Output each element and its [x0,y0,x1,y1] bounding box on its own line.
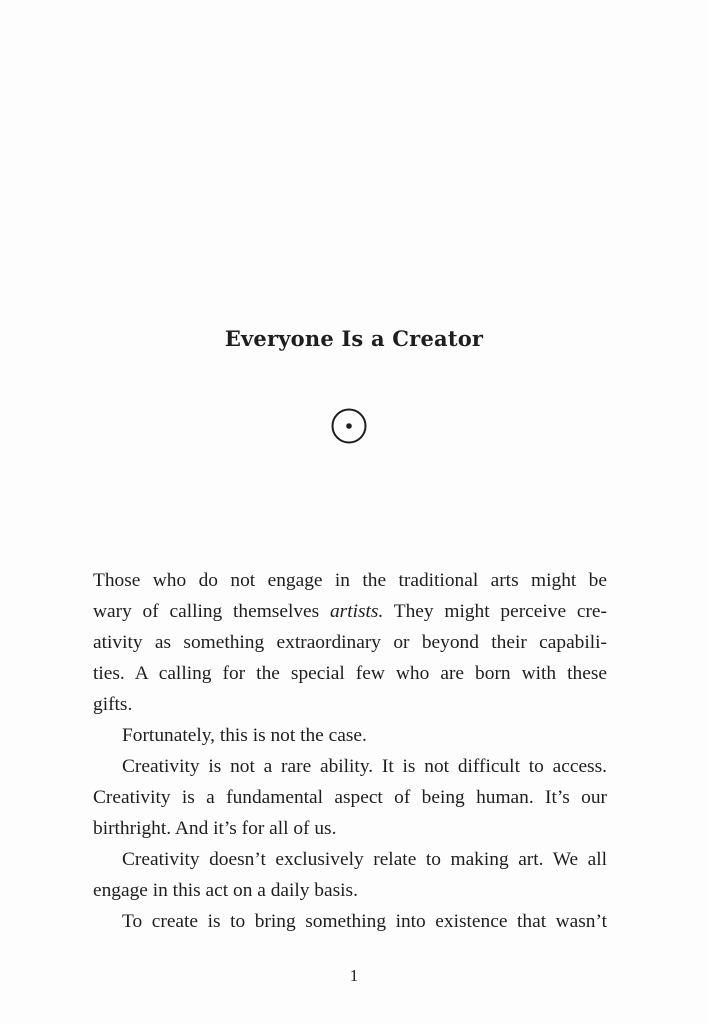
text-line [93,689,607,720]
text-span: Creativity doesn’t exclusively relate to making art. We all [122,849,607,870]
text-line [93,596,607,627]
text-line [93,627,607,658]
text-span: engage in this act on a daily basis. [93,880,358,901]
text-span: birthright. And it’s for all of us. [93,818,337,839]
page-number: 1 [349,966,359,985]
italic-term: artists. [329,601,384,622]
text-line [93,875,607,906]
text-span: Fortunately, this is not the case. [122,725,367,746]
text-line [93,720,607,751]
text-line [93,906,607,937]
paragraph-2 [93,720,607,751]
text-span: Those who do not engage in the traditional arts might be [93,570,607,591]
text-line [93,658,607,689]
paragraph-3 [93,751,607,844]
paragraph-5 [93,906,607,937]
text-span: Creativity is not a rare ability. It is not difficult to access. [122,756,607,777]
text-span: ties. A calling for the special few who are born with these [93,663,607,684]
chapter-title: Everyone Is a Creator [224,326,484,351]
text-line [93,565,607,596]
text-span: Creativity is a fundamental aspect of being human. It’s our [93,787,607,808]
paragraph-4 [93,844,607,906]
text-line [93,813,607,844]
text-line [93,782,607,813]
text-line [93,844,607,875]
chapter-body [93,565,607,937]
text-span: To create is to bring something into existence that wasn’t [122,911,607,932]
paragraph-1 [93,565,607,720]
text-span: gifts. [93,694,133,715]
text-span: wary of calling themselves [93,601,330,622]
text-line [93,751,607,782]
text-span: They might perceive cre- [383,601,607,622]
text-span: ativity as something extraordinary or beyond their capabili- [93,632,607,653]
circled-dot-icon [331,408,367,444]
